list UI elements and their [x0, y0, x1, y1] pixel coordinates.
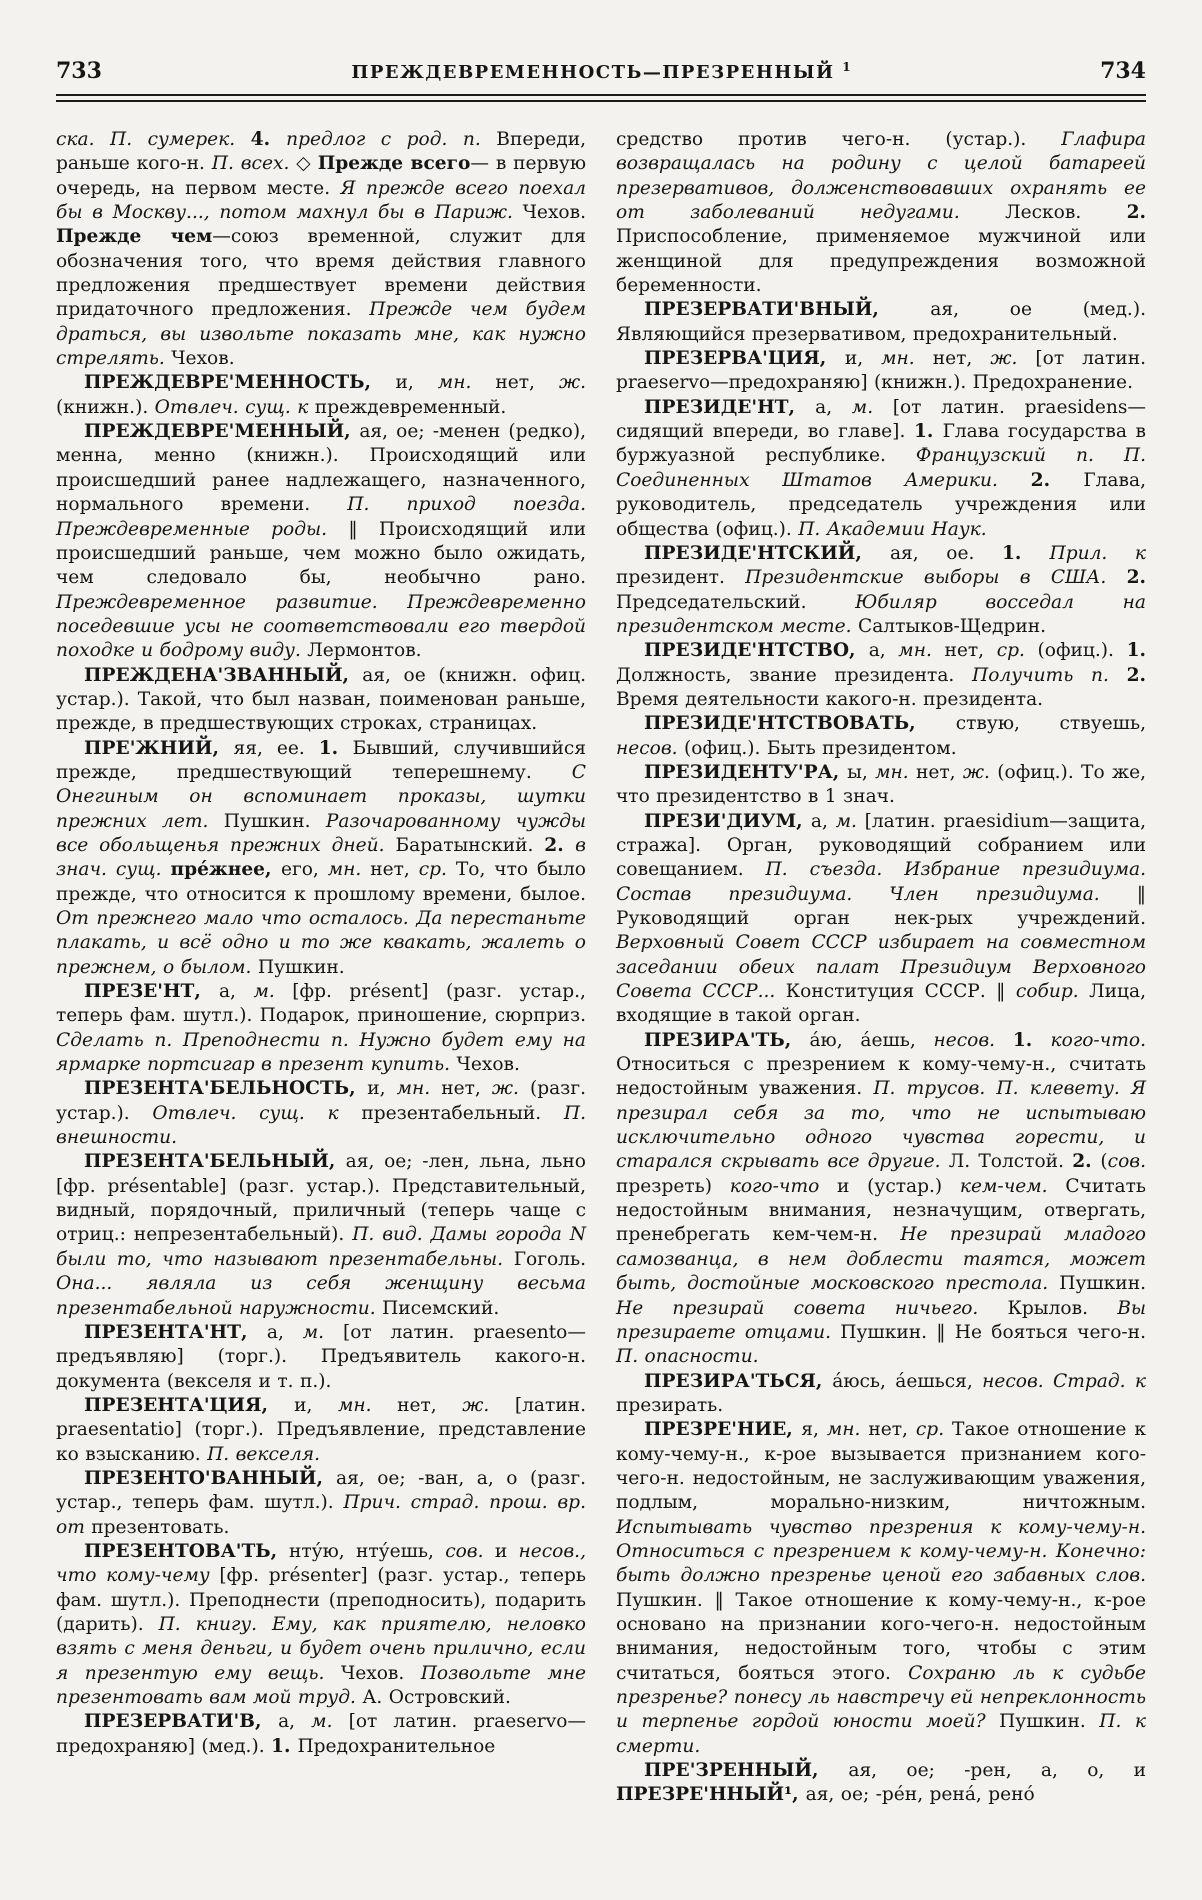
- text-run: ПРЕЖДЕВРЕ'МЕННЫЙ,: [84, 421, 360, 443]
- text-run: а́юсь, а́ешься,: [832, 1370, 983, 1392]
- text-run: Лесков.: [1005, 202, 1127, 224]
- text-run: собир.: [1015, 981, 1090, 1003]
- text-run: 2.: [544, 834, 576, 856]
- text-run: П. векселя.: [207, 1443, 321, 1465]
- text-run: Чехов.: [522, 202, 586, 224]
- dictionary-entry: [616, 1418, 1146, 1759]
- dictionary-entry: [56, 1150, 586, 1320]
- text-run: Не презирай совета ничьего.: [616, 1297, 1008, 1319]
- text-run: Прич. страд. прош. вр. от: [56, 1492, 586, 1538]
- text-run: а,: [810, 810, 836, 832]
- dictionary-entry: [616, 128, 1146, 298]
- text-run: Л. Толстой.: [948, 1151, 1073, 1173]
- text-run: Предохранительное: [297, 1735, 496, 1757]
- text-run: нет,: [944, 640, 997, 662]
- text-run: [от латин. praesento—предъявляю] (торг.). Предъявитель какого-н. документа (векселя и т. п.).: [56, 1321, 586, 1392]
- text-run: нет,: [868, 1419, 916, 1441]
- text-run: Пушкин.: [257, 956, 345, 978]
- text-run: П. вид. Дамы города N были то, что называют презентабельны.: [56, 1224, 586, 1270]
- dictionary-entry: [616, 761, 1146, 810]
- text-run: нет,: [370, 859, 419, 881]
- text-run: Испытывать чувство презрения к кому-чему-н. Относиться с презрением к кому-чему-н. Конечно: быть должно презренье ценой его забавных слов.: [616, 1516, 1146, 1587]
- text-run: Относиться с презрением к кому-чему-н., считать недостойным уважения.: [616, 1054, 1146, 1100]
- text-run: нет,: [495, 372, 559, 394]
- text-run: м.: [851, 396, 893, 418]
- text-run: П. приход поезда. Преждевременные роды.: [56, 494, 586, 540]
- text-run: 2.: [1126, 664, 1146, 686]
- text-run: Считать недостойным внимания, незначущим, отвергать, пренебрегать кем-чем-н.: [616, 1175, 1147, 1246]
- dictionary-entry: [616, 712, 1146, 761]
- text-run: нет,: [916, 761, 963, 783]
- text-run: С Онегиным он вспоминает проказы, шутки прежних лет.: [56, 761, 586, 832]
- text-run: Глава государства в буржуазной республике.: [616, 421, 1146, 467]
- text-run: Французский п. П. Соединенных Штатов Америки.: [616, 445, 1147, 491]
- text-run: П. опасности.: [616, 1346, 759, 1368]
- dictionary-entry: [56, 664, 586, 737]
- header-rule: [56, 94, 1146, 102]
- running-head-text: ПРЕЖДЕВРЕМЕННОСТЬ—ПРЕЗРЕННЫЙ: [351, 62, 835, 83]
- dictionary-entry: [56, 1321, 586, 1394]
- text-run: [фр. présenter] (разг. устар., теперь фам. шутл.). Преподнести (преподносить), подарить (дарить).: [56, 1565, 586, 1635]
- text-run: Прежде чем будем драться, вы извольте показать мне, как нужно стрелять.: [56, 299, 586, 370]
- text-run: ствую, ствуешь,: [955, 713, 1146, 735]
- left-column: [56, 128, 586, 1808]
- text-run: Чехов.: [340, 1662, 421, 1684]
- text-run: и,: [395, 372, 438, 394]
- text-run: пре́жнее,: [170, 859, 281, 881]
- text-run: 2.: [1030, 469, 1084, 491]
- dictionary-entry: [616, 810, 1146, 1029]
- text-run: Разочарованному чужды все обольщенья прежних дней.: [56, 810, 587, 856]
- text-run: ПРЕЗЕНТОВА'ТЬ,: [84, 1540, 289, 1562]
- text-run: Верховный Совет СССР избирает на совместном заседании обеих палат Президиум Верховного Совета СССР...: [616, 932, 1146, 1003]
- text-run: мн.: [881, 348, 933, 370]
- text-run: несов.: [933, 1029, 1013, 1051]
- text-run: (разг. устар.).: [56, 1078, 586, 1124]
- text-run: Конституция СССР. ‖: [785, 981, 1016, 1003]
- text-run: Прил. к: [1049, 542, 1146, 564]
- text-run: сов.: [445, 1540, 495, 1562]
- text-run: (офиц.). То же, что президентство в 1 знач.: [616, 761, 1146, 808]
- text-run: [фр. présent] (разг. устар., теперь фам. шутл.). Подарок, приношение, сюрприз.: [56, 981, 586, 1027]
- text-run: Лица, входящие в такой орган.: [616, 981, 1146, 1027]
- text-run: П. Академии Наук.: [798, 518, 987, 540]
- text-run: Баратынский.: [395, 834, 545, 856]
- text-run: ж.: [558, 372, 586, 394]
- text-run: ж.: [990, 348, 1036, 370]
- text-run: 1.: [1126, 640, 1146, 662]
- text-run: ПРЕЗИРА'ТЬСЯ,: [644, 1370, 833, 1392]
- text-run: а,: [218, 981, 254, 1003]
- text-run: и: [494, 1540, 519, 1562]
- text-run: П. книгу. Ему, как приятелю, неловко взять с меня деньги, и будет очень прилично, если я презентую ему вещь.: [56, 1613, 586, 1684]
- text-run: 2.: [1072, 1151, 1101, 1173]
- text-run: ска. П. сумерек.: [56, 129, 251, 150]
- dictionary-entry: [56, 1077, 586, 1150]
- text-run: кого-что: [729, 1175, 838, 1197]
- text-run: Чехов.: [456, 1054, 520, 1076]
- text-run: в знач. сущ.: [56, 834, 586, 881]
- text-run: ы,: [847, 761, 876, 783]
- dictionary-entry: [616, 396, 1146, 542]
- text-run: Я прежде всего поехал бы в Москву..., потом махнул бы в Париж.: [56, 177, 586, 224]
- text-run: [от латин. praeservo—предохраняю] (книжн.). Предохранение.: [616, 348, 1146, 394]
- text-run: Чехов.: [171, 348, 235, 370]
- dictionary-entry: [56, 128, 586, 371]
- text-run: ПРЕЗИДЕ'НТ,: [644, 396, 816, 418]
- text-run: (офиц.).: [1037, 640, 1127, 662]
- text-run: ПРЕЗЕНТА'БЕЛЬНЫЙ,: [84, 1151, 346, 1173]
- text-run: 4.: [250, 129, 287, 150]
- text-run: Гоголь.: [513, 1248, 586, 1270]
- dictionary-entry: [56, 420, 586, 663]
- dictionary-entry: [56, 1710, 586, 1759]
- text-run: кем-чем.: [959, 1175, 1066, 1197]
- text-run: несов., что кому-чему: [56, 1540, 587, 1587]
- text-run: Пушкин.: [999, 1711, 1100, 1733]
- text-run: м.: [835, 810, 865, 832]
- text-run: м.: [253, 981, 293, 1003]
- text-run: П. внешности.: [56, 1102, 586, 1149]
- text-run: ПРЕЗИДЕНТУ'РА,: [644, 761, 848, 783]
- dictionary-entry: [56, 1540, 586, 1710]
- text-run: [латин. praesentatio] (торг.). Предъявление, представление ко взысканию.: [56, 1394, 586, 1465]
- text-run: 1.: [1012, 1029, 1051, 1051]
- page-number-left: 733: [56, 58, 102, 84]
- text-run: ПРЕЗЕНТА'БЕЛЬНОСТЬ,: [84, 1078, 368, 1100]
- text-run: То, что было прежде, что относится к прошлому времени, былое.: [56, 859, 586, 905]
- text-run: Время деятельности какого-н. президента.: [616, 688, 1044, 710]
- text-run: нет,: [397, 1394, 463, 1416]
- text-run: (: [1100, 1151, 1108, 1173]
- text-columns: [56, 128, 1146, 1808]
- text-run: [латин. praesidium—защита, стража]. Орган, руководящий собранием или совещанием.: [616, 810, 1146, 881]
- text-run: средство против чего-н. (устар.).: [616, 129, 1062, 150]
- text-run: Крылов.: [1007, 1297, 1118, 1319]
- text-run: Сделать п. Преподнести п. Нужно будет ему на ярмарке портсигар в презент купить.: [56, 1029, 586, 1076]
- text-run: Прежде чем: [56, 226, 213, 248]
- text-run: Пушкин.: [223, 810, 326, 832]
- text-run: ж.: [491, 1078, 530, 1100]
- text-run: Впереди, раньше кого-н.: [56, 129, 586, 175]
- dictionary-entry: [616, 347, 1146, 396]
- text-run: нет,: [441, 1078, 492, 1100]
- text-run: яя, ее.: [233, 737, 319, 759]
- text-run: Глава, руководитель, председатель учреждения или общества (офиц.).: [616, 469, 1146, 540]
- text-run: ая, ое; -менен (редко), менна, менно (книжн.). Происходящий или происшедший ранее надлежащего, назначенного, нормального времени.: [56, 421, 586, 516]
- text-run: ПРЕ'ЗРЕННЫЙ,: [644, 1760, 849, 1782]
- text-run: ср.: [996, 640, 1038, 662]
- text-run: 1.: [271, 1735, 298, 1757]
- text-run: Не презирай младого самозванца, в нем доблести таятся, может быть, достойные московского престола.: [616, 1224, 1146, 1295]
- text-run: ПРЕЗЕНТО'ВАННЫЙ,: [84, 1467, 337, 1489]
- text-run: ср.: [915, 1419, 953, 1441]
- text-run: предлог с род. п.: [286, 129, 497, 150]
- text-run: [от латин. praesidens—сидящий впереди, во главе].: [616, 396, 1146, 443]
- text-run: ая, ое; -ре́н, рена́, рено́: [805, 1784, 1035, 1806]
- dictionary-entry: [616, 298, 1146, 347]
- text-run: Лермонтов.: [307, 640, 422, 662]
- text-run: ПРЕЗРЕ'НИЕ,: [644, 1419, 802, 1441]
- text-run: и,: [294, 1394, 338, 1416]
- text-run: ПРЕЗИДЕ'НТСКИЙ,: [644, 542, 890, 564]
- text-run: Председательский.: [616, 591, 856, 613]
- text-run: ж.: [962, 761, 998, 783]
- text-run: От прежнего мало что осталось. Да перестаньте плакать, и всё одно и то же квакать, жалеть о прежнем, о былом.: [56, 908, 586, 978]
- dictionary-entry: [616, 542, 1146, 639]
- text-run: а,: [266, 1321, 303, 1343]
- text-run: нет,: [932, 348, 991, 370]
- text-run: П. съезда. Избрание президиума. Состав президиума. Член президиума.: [616, 859, 1146, 905]
- text-run: Должность, звание президента.: [616, 664, 973, 686]
- text-run: кого-что.: [1050, 1029, 1146, 1051]
- text-run: ая, ое.: [889, 542, 1002, 564]
- text-run: а́ю, а́ешь,: [809, 1029, 934, 1051]
- running-head: [126, 60, 1076, 83]
- text-run: Вы презираете отцами.: [616, 1297, 1146, 1343]
- text-run: мн.: [826, 1419, 869, 1441]
- dictionary-entry: [616, 639, 1146, 712]
- text-run: презентовать.: [91, 1516, 230, 1538]
- text-run: нту́ю, нту́ешь,: [288, 1540, 446, 1562]
- text-run: ‖ Происходящий или происшедший раньше, чем можно было ожидать, чем следовало бы, необычно рано.: [56, 518, 587, 589]
- text-run: а,: [868, 640, 899, 662]
- dictionary-entry: [616, 1029, 1146, 1370]
- text-run: ая, ое; -лен, льна, льно [фр. présentable] (разг. устар.). Представительный, видный, порядочный, приличный (теперь чаще с отриц.: непрезентабельный).: [56, 1151, 587, 1246]
- text-run: и,: [367, 1078, 397, 1100]
- text-run: мн.: [327, 859, 371, 881]
- text-run: Салтыков-Щедрин.: [858, 615, 1047, 637]
- text-run: м.: [302, 1321, 343, 1343]
- text-run: —союз временной, служит для обозначения того, что время действия главного предложения предшествует времени действия придаточного предложения.: [56, 226, 587, 321]
- dictionary-entry: [56, 371, 586, 420]
- text-run: ПРЕ'ЖНИЙ,: [84, 737, 234, 759]
- text-run: ПРЕЗЕНТА'ЦИЯ,: [84, 1394, 295, 1416]
- text-run: Такое отношение к кому-чему-н., к-рое вызывается признанием кого-чего-н. недостойным, не заслуживающим уважения, подлым, морально-низким, ничтожным.: [616, 1419, 1146, 1514]
- dictionary-entry: [56, 1394, 586, 1467]
- text-run: ая, ое; -рен, а, о, и: [848, 1760, 1146, 1782]
- text-run: 1.: [913, 421, 943, 443]
- text-run: а,: [278, 1711, 312, 1733]
- text-run: 2.: [1126, 567, 1146, 589]
- text-run: и,: [844, 348, 882, 370]
- text-run: ПРЕЗЕРВАТИ'В,: [84, 1711, 279, 1733]
- text-run: мн.: [898, 640, 945, 662]
- text-run: Она... являла из себя женщину весьма презентабельной наружности.: [56, 1273, 586, 1319]
- text-run: ая, ое; -ван, а, о (разг. устар., теперь фам. шутл.).: [56, 1467, 586, 1514]
- text-run: ПРЕЗЕ'НТ,: [84, 981, 219, 1003]
- dictionary-entry: [616, 1370, 1146, 1419]
- text-run: Юбиляр восседал на президентском месте.: [616, 591, 1146, 637]
- text-run: [от латин. praeservo—предохраняю] (мед.).: [56, 1711, 586, 1757]
- text-run: 2.: [1126, 202, 1146, 224]
- text-run: презреть): [616, 1175, 730, 1197]
- text-run: преждевременный.: [314, 396, 507, 418]
- text-run: ПРЕЗЕРВАТИ'ВНЫЙ,: [644, 299, 931, 321]
- text-run: Получить п.: [972, 664, 1127, 686]
- text-run: 1.: [1001, 542, 1050, 564]
- text-run: ж.: [462, 1394, 515, 1416]
- text-run: мн.: [337, 1394, 398, 1416]
- text-run: презентабельный.: [361, 1102, 564, 1124]
- text-run: Отвлеч. сущ. к: [152, 1102, 362, 1124]
- page-header: [56, 58, 1146, 84]
- page-number-right: 734: [1100, 58, 1146, 84]
- text-run: ПРЕЗИДЕ'НТСТВО,: [644, 640, 869, 662]
- text-run: А. Островский.: [362, 1687, 511, 1708]
- text-run: ПРЕЗИ'ДИУМ,: [644, 810, 811, 832]
- text-run: мн.: [396, 1078, 442, 1100]
- running-head-superscript: 1: [842, 60, 851, 74]
- text-run: его,: [280, 859, 328, 881]
- text-run: П. к смерти.: [616, 1711, 1146, 1757]
- text-run: президент.: [616, 567, 746, 589]
- text-run: м.: [311, 1711, 349, 1733]
- text-run: Приспособление, применяемое мужчиной или женщиной для предупреждения возможной беременности.: [616, 226, 1146, 297]
- text-run: ПРЕЗИРА'ТЬ,: [644, 1029, 810, 1051]
- text-run: Бывший, случившийся прежде, предшествующий теперешнему.: [56, 737, 587, 783]
- text-run: — в первую очередь, на первом месте.: [56, 153, 587, 199]
- text-run: 1.: [318, 737, 353, 759]
- text-run: ◇: [296, 153, 318, 175]
- text-run: Президентские выборы в США.: [745, 567, 1127, 589]
- text-run: П. всех.: [211, 153, 297, 175]
- text-run: Пушкин. ‖ Не бояться чего-н.: [840, 1321, 1146, 1343]
- dictionary-entry: [616, 1759, 1146, 1808]
- text-run: (книжн.).: [56, 396, 155, 418]
- text-run: ПРЕЗИДЕ'НТСТВОВАТЬ,: [644, 713, 956, 735]
- dictionary-entry: [56, 1467, 586, 1540]
- text-run: ПРЕЗЕНТА'НТ,: [84, 1321, 267, 1343]
- dictionary-entry: [56, 980, 586, 1077]
- text-run: Преждевременное развитие. Преждевременно поседевшие усы не соответствовали его твердой походке и бодрому виду.: [56, 591, 586, 662]
- right-column: [616, 128, 1146, 1808]
- text-run: я,: [801, 1419, 827, 1441]
- text-run: презирать.: [616, 1394, 724, 1416]
- text-run: П. трусов. П. клевету. Я презирал себя за то, что не испытываю исключительно одного чувства горести, и старался скрывать все другие.: [616, 1078, 1146, 1173]
- text-run: Прежде всего: [317, 153, 471, 175]
- text-run: ПРЕЖДЕНА'ЗВАННЫЙ,: [84, 664, 363, 686]
- dictionary-entry: [56, 737, 586, 980]
- text-run: Пушкин. ‖ Такое отношение к кому-чему-н., к-рое основано на признании кого-чего-н. недостойным внимания, недостойным того, чтобы с этим считаться, бояться этого.: [616, 1589, 1146, 1684]
- text-run: (офиц.). Быть президентом.: [684, 737, 957, 759]
- text-run: сов.: [1107, 1151, 1146, 1173]
- text-run: ср.: [418, 859, 456, 881]
- text-run: а,: [815, 396, 852, 418]
- text-run: мн.: [875, 761, 916, 783]
- text-run: Позвольте мне презентовать вам мой труд.: [56, 1662, 586, 1708]
- text-run: ПРЕЗЕРВА'ЦИЯ,: [644, 348, 845, 370]
- text-run: Сохраню ль к судьбе презренье? понесу ль навстречу ей непреклонность и терпенье гордой юности моей?: [616, 1662, 1146, 1733]
- text-run: мн.: [437, 372, 496, 394]
- text-run: Отвлеч. сущ. к: [154, 396, 315, 418]
- text-run: Пушкин.: [1059, 1273, 1146, 1295]
- text-run: ПРЕЗРЕ'ННЫЙ¹,: [616, 1784, 806, 1806]
- text-run: и (устар.): [837, 1175, 960, 1197]
- text-run: Писемский.: [382, 1297, 500, 1319]
- text-run: ‖ Руководящий орган нек-рых учреждений.: [616, 883, 1146, 929]
- text-run: Глафира возвращалась на родину с целой батареей презервативов, долженствовавших охранять ее от заболеваний недугами.: [616, 129, 1146, 224]
- text-run: несов. Страд. к: [982, 1370, 1146, 1392]
- text-run: ПРЕЖДЕВРЕ'МЕННОСТЬ,: [84, 372, 396, 394]
- text-run: несов.: [616, 737, 685, 759]
- text-run: ая, ое (мед.). Являющийся презервативом, предохранительный.: [616, 299, 1146, 345]
- text-run: ая, ое (книжн. офиц. устар.). Такой, что был назван, поименован раньше, прежде, в предшествующих строках, страницах.: [56, 664, 587, 735]
